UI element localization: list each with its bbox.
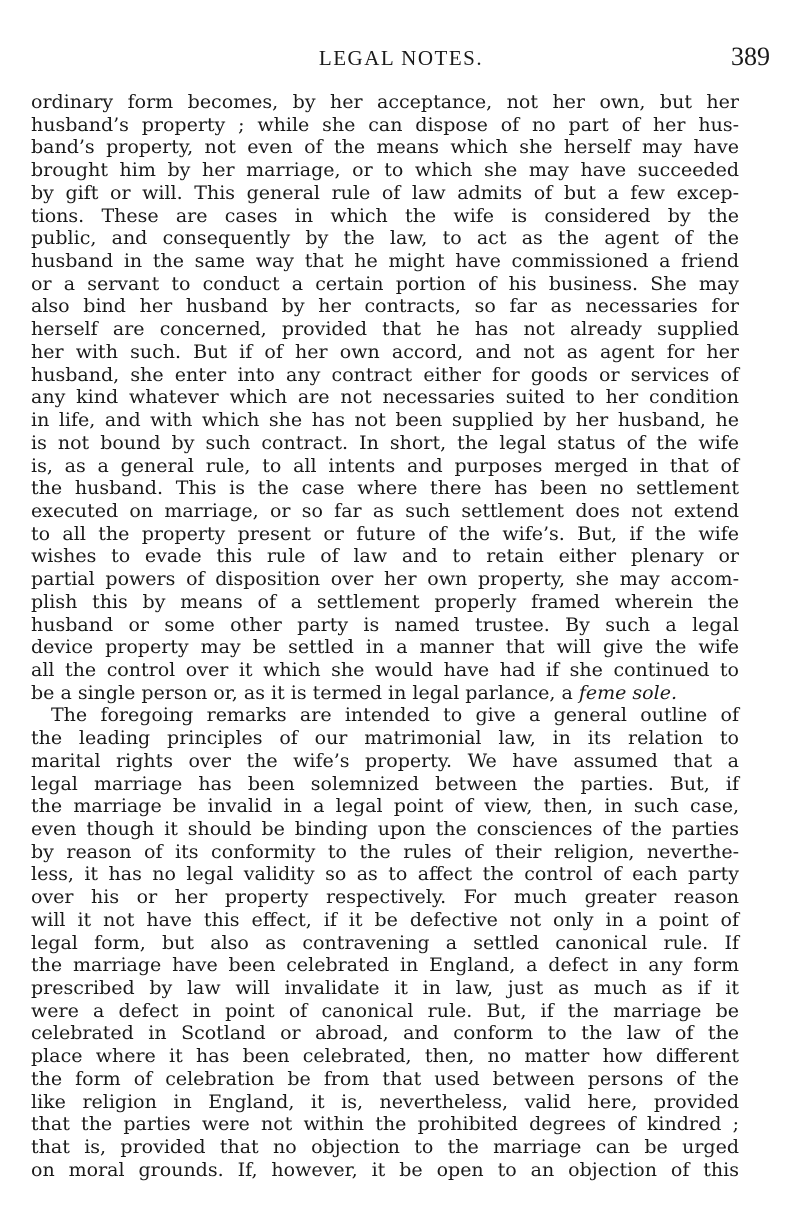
text-line: plish this by means of a settlement properly framed wherein the (31, 590, 739, 613)
text-line: herself are concerned, provided that he has not already supplied (31, 318, 739, 341)
text-line: husband in the same way that he might have commissioned a friend (31, 250, 739, 273)
body-text (31, 91, 739, 1182)
text-line: is not bound by such contract. In short, the legal status of the wife (31, 431, 739, 454)
text-line: wishes to evade this rule of law and to retain either plenary or (31, 545, 739, 568)
page-number: 389 (731, 42, 770, 71)
text-line: like religion in England, it is, nevertheless, valid here, provided (31, 1090, 739, 1113)
text-line: device property may be settled in a manner that will give the wife (31, 636, 739, 659)
text-line: legal form, but also as contravening a settled canonical rule. If (31, 931, 739, 954)
text-line: marital rights over the wife’s property. We have assumed that a (31, 749, 739, 772)
text-line: by reason of its conformity to the rules of their religion, neverthe- (31, 840, 739, 863)
text-line: all the control over it which she would have had if she continued to (31, 658, 739, 681)
text-line: The foregoing remarks are intended to give a general outline of (51, 704, 739, 727)
text-line: prescribed by law will invalidate it in law, just as much as if it (31, 977, 739, 1000)
text-line: by gift or will. This general rule of law admits of but a few excep- (31, 181, 739, 204)
italic-term: feme sole. (578, 681, 677, 704)
text-line: were a defect in point of canonical rule. But, if the marriage be (31, 999, 739, 1022)
text-line: the marriage have been celebrated in England, a defect in any form (31, 954, 739, 977)
text-line: in life, and with which she has not been supplied by her husband, he (31, 409, 739, 432)
text-line: even though it should be binding upon the consciences of the parties (31, 818, 739, 840)
paragraph-end-text: be a single person or, as it is termed in legal parlance, a (31, 681, 579, 704)
text-line: public, and consequently by the law, to act as the agent of the (31, 227, 739, 250)
text-line: the form of celebration be from that used between persons of the (31, 1067, 739, 1090)
text-line: is, as a general rule, to all intents and purposes merged in that of (31, 454, 739, 477)
text-line: will it not have this effect, if it be defective not only in a point of (31, 908, 739, 931)
text-line: also bind her husband by her contracts, so far as necessaries for (31, 295, 739, 318)
text-line: the marriage be invalid in a legal point of view, then, in such case, (31, 795, 739, 818)
text-line: band’s property, not even of the means which she herself may have (31, 136, 739, 159)
paragraph-end-line (31, 682, 739, 705)
text-line: husband, she enter into any contract either for goods or services of (31, 363, 739, 386)
text-line: tions. These are cases in which the wife is considered by the (31, 204, 739, 227)
text-line: the leading principles of our matrimonial law, in its relation to (31, 727, 739, 750)
text-line: celebrated in Scotland or abroad, and conform to the law of the (31, 1022, 739, 1045)
text-line: less, it has no legal validity so as to affect the control of each party (31, 863, 739, 886)
text-line: husband’s property ; while she can dispose of no part of her hus- (31, 113, 739, 136)
text-line: on moral grounds. If, however, it be open to an objection of this (31, 1158, 739, 1181)
text-line: to all the property present or future of the wife’s. But, if the wife (31, 522, 739, 545)
text-line: the husband. This is the case where there has been no settlement (31, 477, 739, 500)
text-line: any kind whatever which are not necessaries suited to her condition (31, 386, 739, 409)
text-line: ordinary form becomes, by her acceptance, not her own, but her (31, 91, 739, 113)
text-line: over his or her property respectively. For much greater reason (31, 886, 739, 909)
text-line: brought him by her marriage, or to which she may have succeeded (31, 159, 739, 182)
text-line: that the parties were not within the prohibited degrees of kindred ; (31, 1113, 739, 1136)
text-line: partial powers of disposition over her own property, she may accom- (31, 568, 739, 591)
text-line: executed on marriage, or so far as such settlement does not extend (31, 499, 739, 522)
text-line: place where it has been celebrated, then, no matter how different (31, 1045, 739, 1068)
text-line: legal marriage has been solemnized between the parties. But, if (31, 772, 739, 795)
running-title: LEGAL NOTES. (318, 46, 484, 70)
text-line: or a servant to conduct a certain portion of his business. She may (31, 272, 739, 295)
running-head (30, 42, 772, 78)
text-line: her with such. But if of her own accord, and not as agent for her (31, 340, 739, 363)
text-line: husband or some other party is named trustee. By such a legal (31, 613, 739, 636)
text-line: that is, provided that no objection to the marriage can be urged (31, 1136, 739, 1159)
